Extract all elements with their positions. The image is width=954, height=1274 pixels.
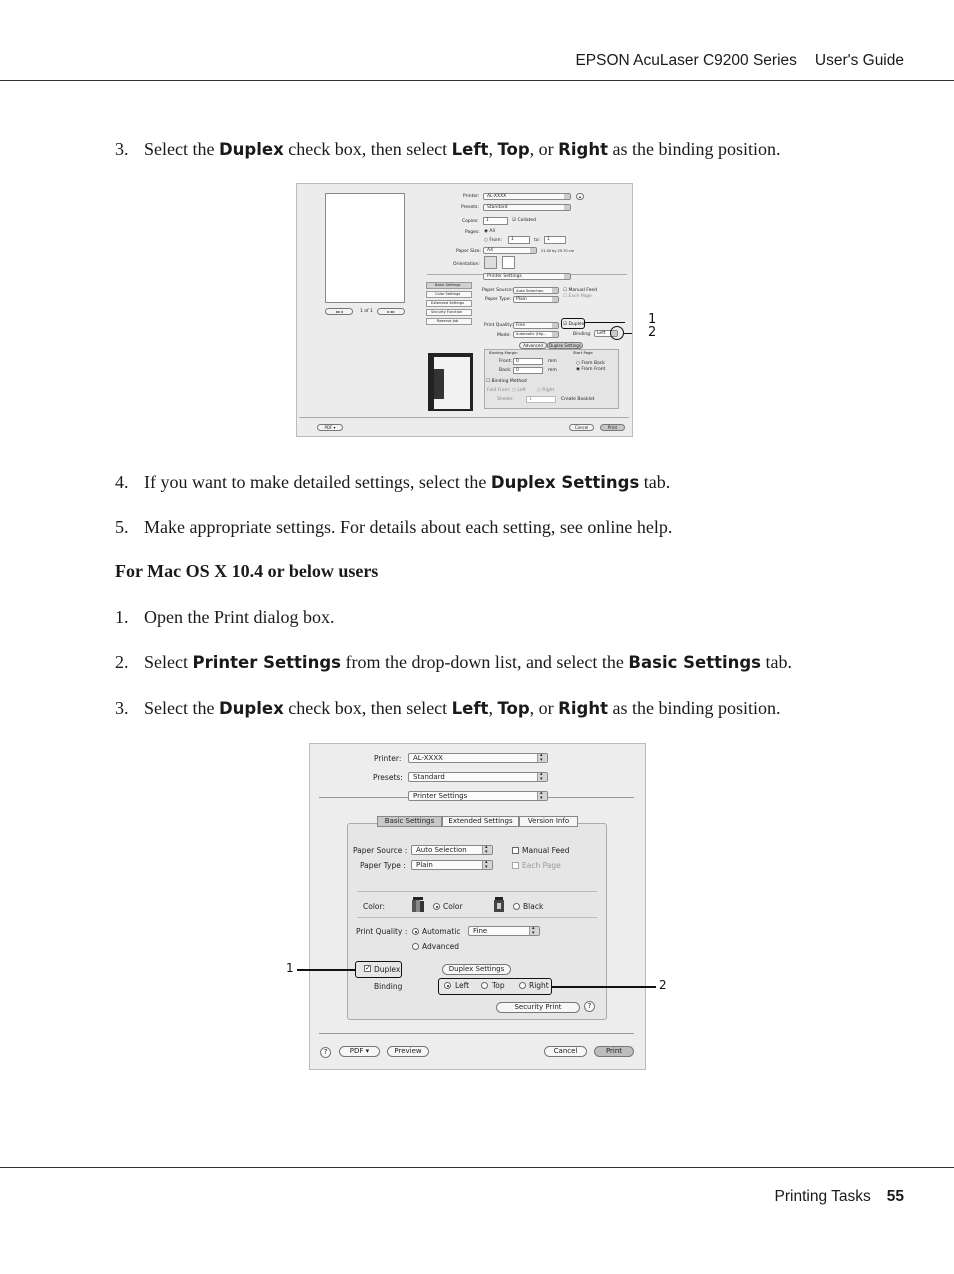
- black-radio[interactable]: [513, 903, 520, 910]
- print-quality-value: Fine: [473, 927, 488, 935]
- front-label: Front:: [499, 359, 512, 364]
- panel-help-button[interactable]: [584, 1001, 595, 1012]
- copies-value: 1: [486, 218, 489, 223]
- landscape-icon[interactable]: [502, 256, 515, 269]
- step-number: 1.: [115, 607, 129, 627]
- section-heading: For Mac OS X 10.4 or below users: [115, 561, 379, 581]
- divider: [319, 1033, 634, 1034]
- tab-label: Basic Settings: [435, 283, 461, 287]
- paper-source-value: Auto Selection: [516, 288, 544, 293]
- callout-number-1: 1: [648, 312, 657, 327]
- step-2-printer-settings: [115, 651, 792, 674]
- back-field[interactable]: [513, 367, 543, 374]
- from-field[interactable]: [508, 236, 530, 244]
- front-value: 0: [516, 359, 519, 364]
- text: Select the: [144, 139, 219, 159]
- stepper-arrows-icon: [537, 754, 547, 762]
- collated-label: Collated: [517, 218, 537, 223]
- printer-value: AL-XXXX: [413, 754, 443, 762]
- color-option-label: Color: [443, 902, 463, 911]
- fold-right-radio[interactable]: ○ Right: [537, 388, 555, 393]
- binding-label: Binding: [374, 982, 403, 991]
- cancel-button[interactable]: [544, 1046, 587, 1057]
- cancel-label: Cancel: [574, 425, 589, 430]
- text: Open the Print dialog box.: [144, 607, 335, 627]
- pdf-button[interactable]: [317, 424, 343, 431]
- callout-binding-circle: [610, 326, 624, 340]
- to-label: to:: [534, 238, 541, 243]
- callout-number-2: 2: [659, 978, 667, 992]
- copies-label: Copies:: [462, 219, 479, 224]
- tab-basic-settings[interactable]: [377, 816, 442, 827]
- preview-label: Preview: [394, 1047, 422, 1055]
- print-quality-select[interactable]: [513, 322, 559, 329]
- bold-term: Top: [497, 699, 530, 718]
- back-value: 0: [516, 368, 519, 373]
- binding-left-label: Left: [455, 981, 470, 990]
- text: check box, then select: [283, 698, 452, 718]
- tab-reserve-job[interactable]: [426, 318, 472, 325]
- color-ink-icon: [411, 897, 425, 913]
- paper-size-label: Paper Size:: [456, 249, 481, 254]
- presets-label: Presets:: [461, 205, 479, 210]
- next-page-button[interactable]: ▸ ▸▸: [377, 308, 405, 315]
- text: tab.: [761, 652, 793, 672]
- sheets-value: 1: [529, 397, 532, 402]
- bold-term: Right: [558, 140, 608, 159]
- tab-security-function[interactable]: [426, 309, 472, 316]
- print-label: Print: [605, 1047, 623, 1055]
- step-5-appropriate-settings: [115, 516, 672, 538]
- paper-source-value: Auto Selection: [416, 846, 467, 854]
- each-page-label: Each Page: [522, 861, 561, 870]
- right-label: Right: [542, 388, 555, 393]
- from-front-label: From Front: [581, 367, 606, 372]
- mode-label: Mode:: [497, 333, 511, 338]
- paper-type-value: Plain: [416, 861, 433, 869]
- divider: [357, 891, 597, 892]
- panel-value: Printer Settings: [487, 274, 522, 279]
- help-button[interactable]: [320, 1047, 331, 1058]
- preview-page: [325, 193, 405, 303]
- binding-top-label: Top: [492, 981, 505, 990]
- text: ,: [488, 698, 498, 718]
- step-number: 2.: [115, 652, 129, 672]
- back-label: Back:: [499, 368, 512, 373]
- header-product: EPSON AcuLaser C9200 Series: [575, 52, 797, 69]
- fold-left-radio[interactable]: ○ Left: [512, 388, 526, 393]
- from-front-radio[interactable]: ◉ From Front: [576, 367, 606, 372]
- paper-source-label: Paper Source :: [353, 846, 408, 855]
- stepper-arrows-icon: [482, 846, 492, 854]
- pdf-button[interactable]: [339, 1046, 380, 1057]
- panel-value: Printer Settings: [413, 792, 468, 800]
- header-guide: User's Guide: [814, 52, 904, 69]
- bold-term: Duplex: [218, 140, 284, 159]
- paper-size-select[interactable]: [483, 247, 537, 254]
- tab-basic-settings[interactable]: [426, 282, 472, 289]
- text: check box, then select: [283, 139, 452, 159]
- bold-term: Printer Settings: [192, 653, 341, 672]
- manual-feed-label: Manual Feed: [568, 288, 597, 293]
- black-ink-icon: [492, 897, 506, 913]
- from-value: 1: [511, 237, 514, 242]
- pager-text: 1 of 1: [360, 309, 373, 314]
- pages-label: Pages:: [465, 230, 480, 235]
- binding-right-label: Right: [529, 981, 549, 990]
- step-number: 3.: [115, 139, 129, 159]
- presets-select[interactable]: [483, 204, 571, 211]
- binding-value: Left: [597, 331, 606, 336]
- question-icon: ?: [587, 1002, 592, 1010]
- duplex-checkbox[interactable]: ✓: [365, 964, 371, 972]
- from-label: From:: [489, 238, 503, 243]
- printer-label: Printer:: [374, 754, 402, 763]
- create-booklet-label: Create Booklet: [561, 397, 595, 402]
- front-field[interactable]: [513, 358, 543, 365]
- step-1-open-dialog: [115, 606, 334, 628]
- mode-select[interactable]: [513, 331, 559, 338]
- paper-type-label: Paper Type :: [360, 861, 406, 870]
- tab-version-info[interactable]: [519, 816, 578, 827]
- presets-value: Standard: [413, 773, 445, 781]
- print-quality-value: Fine: [516, 323, 526, 328]
- binding-method-checkbox[interactable]: ☐ Binding Method: [486, 379, 527, 384]
- callout-duplex-box: [355, 961, 402, 978]
- copies-field[interactable]: [483, 217, 508, 225]
- security-print-label: Security Print: [514, 1003, 562, 1011]
- paper-type-label: Paper Type:: [485, 297, 512, 302]
- bold-term: Basic Settings: [628, 653, 762, 672]
- print-label: Print: [607, 425, 618, 430]
- callout-leader: [552, 986, 656, 988]
- bold-term: Right: [558, 699, 608, 718]
- orientation-label: Orientation:: [453, 262, 480, 267]
- tab-label: Security Function: [431, 310, 463, 314]
- callout-leader: [585, 322, 625, 323]
- to-field[interactable]: [544, 236, 566, 244]
- print-quality-label: Print Quality:: [484, 323, 514, 328]
- step-number: 4.: [115, 472, 129, 492]
- portrait-icon[interactable]: [484, 256, 497, 269]
- running-footer: [775, 1188, 904, 1206]
- paper-source-select[interactable]: [411, 845, 493, 855]
- bold-term: Duplex: [218, 699, 284, 718]
- collated-checkbox[interactable]: ☑ Collated: [512, 218, 537, 223]
- text: Select: [144, 652, 193, 672]
- tab-duplex-settings[interactable]: [547, 342, 583, 349]
- automatic-label: Automatic: [422, 927, 461, 936]
- cancel-button[interactable]: [569, 424, 594, 431]
- question-icon: ?: [323, 1048, 328, 1056]
- pages-all-radio[interactable]: ◉ All: [484, 229, 495, 234]
- automatic-radio[interactable]: [412, 928, 419, 935]
- step-4-duplex-settings: [115, 471, 670, 494]
- color-radio[interactable]: [433, 903, 440, 910]
- duplex-illustration: [428, 353, 473, 411]
- cancel-label: Cancel: [553, 1047, 578, 1055]
- duplex-settings-label: Duplex Settings: [448, 965, 505, 973]
- mode-value: Automatic (Hig...: [516, 332, 547, 336]
- bold-term: Left: [451, 140, 489, 159]
- all-label: All: [489, 229, 495, 234]
- print-quality-label: Print Quality :: [356, 927, 408, 936]
- manual-feed-label: Manual Feed: [522, 846, 570, 855]
- printer-value: AL-XXXX: [487, 194, 507, 199]
- text: as the binding position.: [607, 698, 781, 718]
- print-button[interactable]: [594, 1046, 634, 1057]
- print-button[interactable]: [600, 424, 625, 431]
- text: from the drop-down list, and select the: [340, 652, 629, 672]
- each-page-checkbox[interactable]: [512, 862, 519, 869]
- tab-label: Basic Settings: [384, 817, 435, 825]
- stepper-arrows-icon: [537, 773, 547, 781]
- bold-term: Left: [451, 699, 489, 718]
- to-value: 1: [547, 237, 550, 242]
- unit-label: mm: [548, 359, 557, 364]
- callout-number-1: 1: [286, 961, 294, 975]
- from-back-radio[interactable]: ○ From Back: [576, 361, 605, 366]
- divider: [357, 917, 597, 918]
- print-quality-select[interactable]: [468, 926, 540, 936]
- text: Make appropriate settings. For details about each setting, see online help.: [144, 517, 673, 537]
- duplex-settings-button[interactable]: [442, 964, 511, 975]
- binding-margin-label: Binding Margin: [489, 350, 518, 355]
- footer-section: Printing Tasks: [774, 1188, 871, 1205]
- text: ,: [488, 139, 498, 159]
- callout-leader: [297, 969, 355, 971]
- text: Select the: [144, 698, 219, 718]
- text: , or: [529, 698, 559, 718]
- binding-method-label: Binding Method: [491, 379, 527, 384]
- text: tab.: [639, 472, 671, 492]
- color-label: Color:: [363, 902, 385, 911]
- each-page-checkbox[interactable]: ☐ Each Page: [563, 294, 592, 299]
- tab-label: Color Settings: [435, 292, 461, 296]
- manual-feed-checkbox[interactable]: ☐ Manual Feed: [563, 288, 597, 293]
- each-page-label: Each Page: [568, 294, 592, 299]
- tab-advanced[interactable]: [519, 342, 547, 349]
- manual-feed-checkbox[interactable]: [512, 847, 519, 854]
- tab-extended-settings[interactable]: [442, 816, 519, 827]
- printer-select[interactable]: [483, 193, 571, 200]
- step-3-duplex: [115, 138, 780, 161]
- panel-select[interactable]: [483, 273, 571, 280]
- running-header: [575, 52, 904, 70]
- pdf-label: PDF ▾: [324, 425, 336, 430]
- page-number: 55: [886, 1188, 904, 1205]
- bold-term: Top: [497, 140, 530, 159]
- fold-from-label: Fold From:: [487, 388, 511, 393]
- stepper-arrows-icon: [529, 927, 539, 935]
- divider: [299, 417, 629, 418]
- bold-term: Duplex Settings: [490, 473, 640, 492]
- preview-button[interactable]: [387, 1046, 429, 1057]
- duplex-label: Duplex: [374, 965, 401, 974]
- paper-type-select[interactable]: [411, 860, 493, 870]
- tab-label: Extended Settings: [431, 301, 464, 305]
- tab-label: Reserve Job: [437, 319, 459, 323]
- printer-label: Printer:: [463, 194, 480, 199]
- text: , or: [529, 139, 559, 159]
- paper-size-dims: 21.00 by 29.70 cm: [541, 249, 575, 253]
- header-rule: [0, 80, 954, 81]
- pages-from-radio[interactable]: ○ From:: [484, 238, 503, 243]
- presets-label: Presets:: [373, 773, 403, 782]
- stepper-arrows-icon: [482, 861, 492, 869]
- step-number: 5.: [115, 517, 129, 537]
- tab-color-settings[interactable]: [426, 291, 472, 298]
- callout-binding-box: [438, 978, 552, 995]
- step-number: 3.: [115, 698, 129, 718]
- panel-select[interactable]: [408, 791, 548, 801]
- sheets-label: Sheets:: [497, 397, 514, 402]
- callout-leader: [624, 333, 633, 334]
- step-3-duplex-second: [115, 697, 780, 720]
- tab-label: Advanced: [523, 343, 543, 348]
- disclosure-button[interactable]: ▴: [576, 193, 584, 200]
- callout-number-2: 2: [648, 325, 657, 340]
- binding-label: Binding:: [573, 332, 592, 337]
- prev-page-button[interactable]: ◂◂ ◂: [325, 308, 353, 315]
- text: If you want to make detailed settings, select the: [144, 472, 491, 492]
- tab-extended-settings[interactable]: [426, 300, 472, 307]
- screenshot-print-dialog-10-5: [296, 183, 633, 437]
- tab-label: Extended Settings: [448, 817, 513, 825]
- callout-duplex-box: [561, 318, 585, 329]
- sheets-field[interactable]: [526, 396, 556, 403]
- paper-type-value: Plain: [516, 297, 527, 302]
- printer-select[interactable]: [408, 753, 548, 763]
- unit-label: mm: [548, 368, 557, 373]
- black-option-label: Black: [523, 902, 544, 911]
- stepper-arrows-icon: [537, 792, 547, 800]
- presets-select[interactable]: [408, 772, 548, 782]
- advanced-label: Advanced: [422, 942, 460, 951]
- paper-source-label: Paper Source:: [482, 288, 514, 293]
- text: as the binding position.: [607, 139, 781, 159]
- security-print-button[interactable]: [496, 1002, 580, 1013]
- paper-type-select[interactable]: [513, 296, 559, 303]
- tab-label: Version Info: [527, 817, 570, 825]
- advanced-radio[interactable]: [412, 943, 419, 950]
- pdf-label: PDF ▾: [349, 1047, 370, 1055]
- tab-label: Duplex Settings: [549, 343, 581, 348]
- duplex-label: Duplex: [568, 322, 585, 327]
- presets-value: Standard: [487, 205, 508, 210]
- footer-rule: [0, 1167, 954, 1168]
- duplex-checkbox[interactable]: ☑ Duplex: [563, 322, 585, 327]
- left-label: Left: [517, 388, 526, 393]
- from-back-label: From Back: [581, 361, 605, 366]
- start-page-label: Start Page: [573, 350, 593, 355]
- paper-size-value: A4: [487, 248, 493, 253]
- paper-source-select[interactable]: [513, 287, 559, 294]
